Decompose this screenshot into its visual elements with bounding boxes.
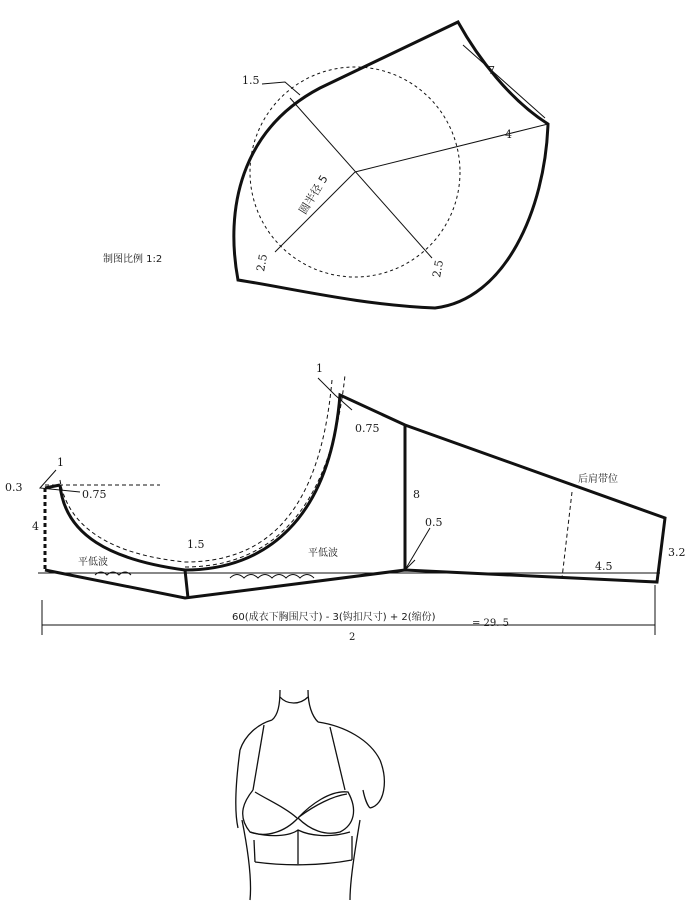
dim-side-offset: 0.5 — [425, 516, 443, 529]
right-arm — [370, 760, 384, 808]
dim-left-top: 1 — [57, 456, 64, 469]
side-offset-leader — [405, 528, 430, 570]
neck-line-right — [308, 690, 318, 722]
dim-apex-offset: 0.75 — [355, 422, 380, 435]
cup-dim-bottom-left: 2.5 — [254, 253, 270, 273]
formula-result: = 29. 5 — [472, 618, 510, 629]
bra-band-bottom — [255, 860, 352, 865]
right-strap — [330, 727, 345, 790]
left-arm — [236, 750, 240, 828]
apex-leader — [318, 378, 352, 410]
bra-illustration — [236, 690, 384, 900]
center-front-line — [185, 570, 188, 598]
cup-dim-bottom-right: 2.5 — [430, 259, 446, 279]
band-pattern — [5, 362, 686, 643]
cup-dim-right: 4 — [505, 128, 512, 141]
cup-outline — [234, 22, 548, 308]
cup-dim-top-right: 7 — [488, 64, 495, 77]
neckline-offset-guide — [60, 380, 332, 562]
neck-line-left — [272, 690, 280, 720]
label-back-strap: 后肩带位 — [578, 474, 618, 485]
cup-pattern — [103, 22, 548, 308]
dim-left-drop: 0.3 — [5, 481, 23, 494]
dim-back-bottom: 4.5 — [595, 560, 613, 573]
dim-back-right: 3.2 — [668, 546, 686, 559]
cup-guide-horizontal — [355, 124, 548, 172]
label-flat-wave-right: 平低波 — [308, 548, 338, 559]
left-shoulder — [240, 720, 272, 750]
dim-left-height: 4 — [32, 520, 39, 533]
band-left-side — [254, 840, 255, 862]
formula-denominator: 2 — [349, 632, 356, 643]
cup-guide-diagonal — [290, 98, 432, 258]
cup-dim-top-left: 1.5 — [242, 74, 260, 87]
cup-dim-leader-left — [262, 82, 300, 95]
right-arm-inner — [363, 790, 370, 808]
cup-guide-right-edge — [463, 45, 545, 118]
neckline-offset-guide-2 — [185, 375, 345, 567]
left-strap — [253, 725, 264, 790]
formula-numerator: 60(成衣下胸围尺寸) - 3(钩扣尺寸) + 2(缩份) — [232, 612, 436, 623]
scale-note: 制图比例 1:2 — [103, 254, 163, 265]
dim-left-offset: 0.75 — [82, 488, 107, 501]
left-cup-seam — [255, 792, 297, 818]
flat-wave-right — [230, 575, 314, 579]
dim-center-front: 1.5 — [187, 538, 205, 551]
label-flat-wave-left: 平低波 — [78, 557, 108, 568]
cup-radius-label: 圆半径 5 — [296, 172, 331, 217]
dim-side-height: 8 — [413, 488, 420, 501]
dim-top-apex: 1 — [316, 362, 323, 375]
right-shoulder — [318, 722, 380, 760]
back-strap-guide — [562, 492, 572, 578]
collar-curve — [280, 697, 308, 703]
